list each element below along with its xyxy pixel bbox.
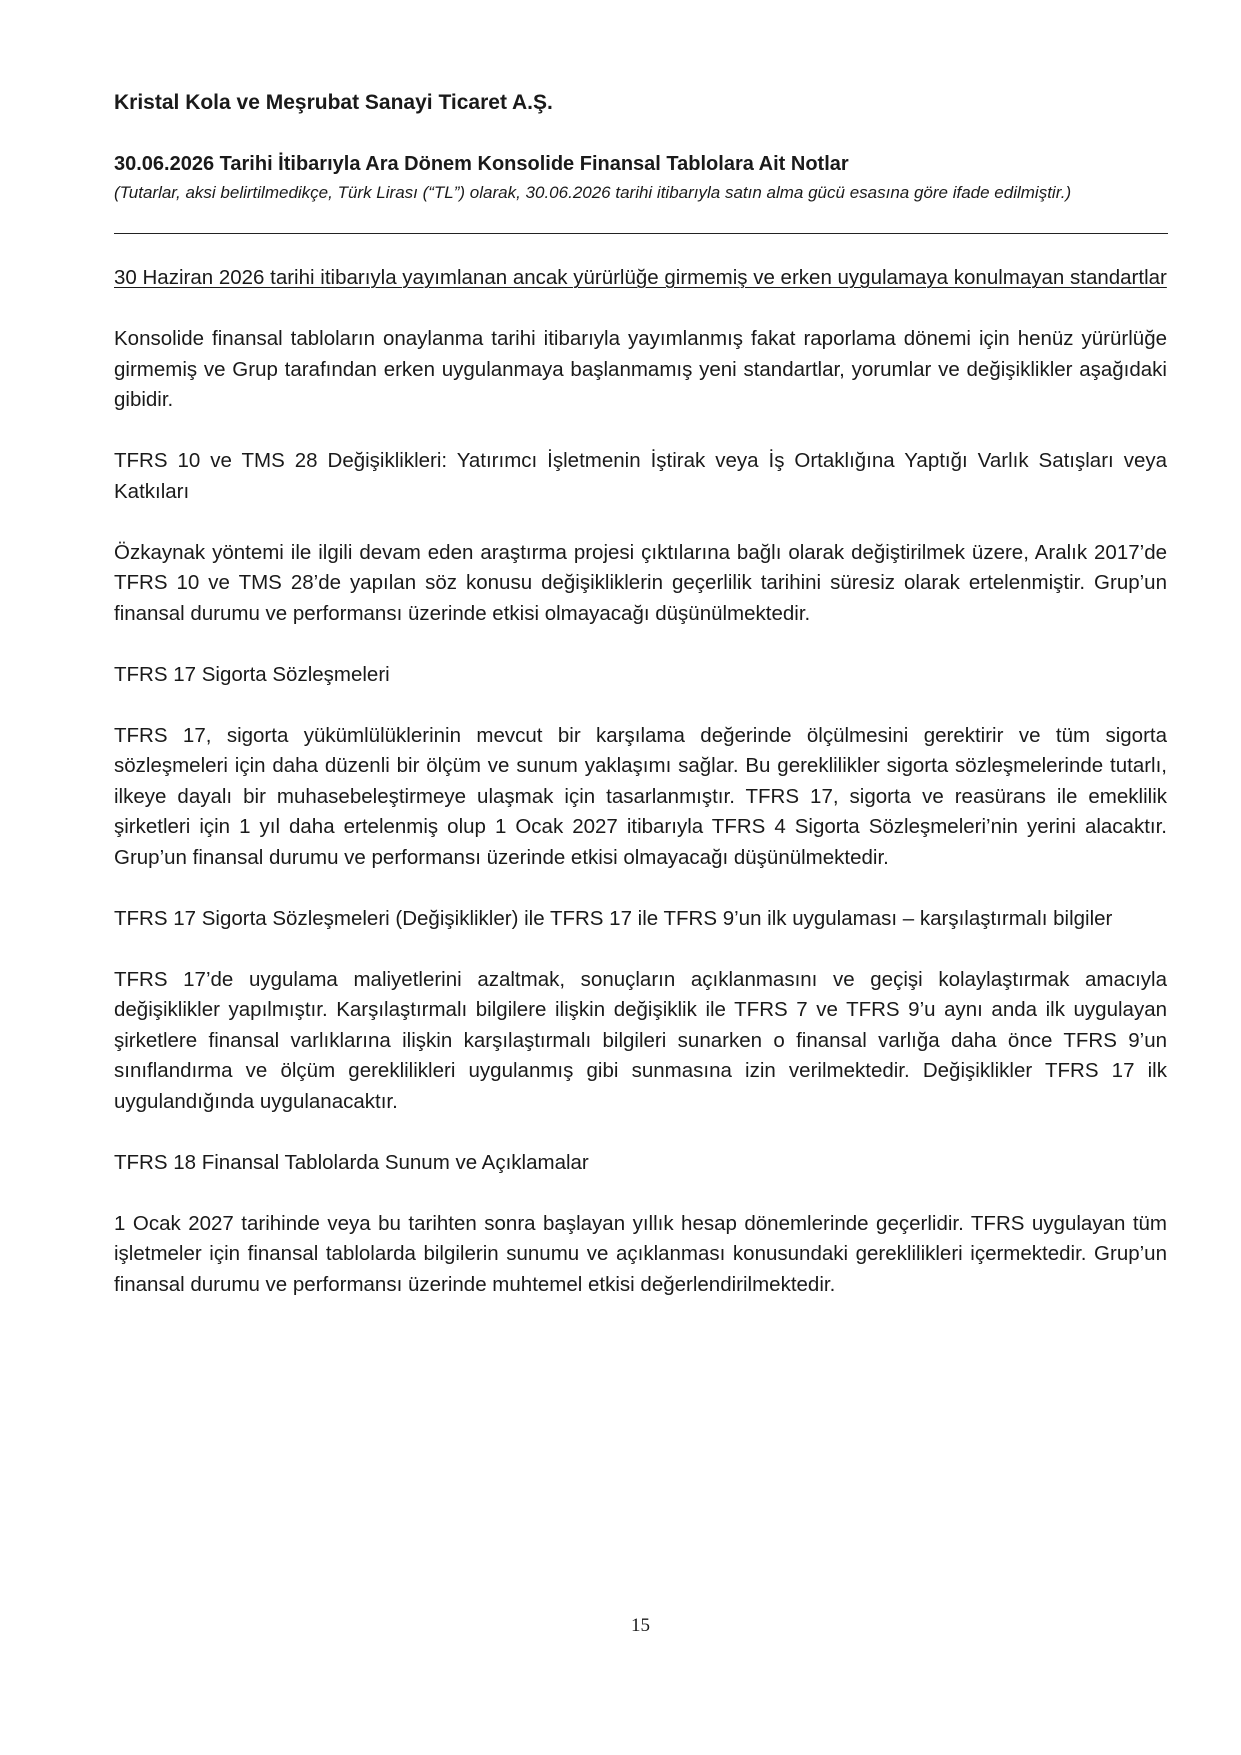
standard-title: TFRS 18 Finansal Tablolarda Sunum ve Açıklamalar [114,1150,589,1174]
standard-body: TFRS 17’de uygulama maliyetlerini azaltmak, sonuçların açıklanmasını ve geçişi kolaylaştırmak amacıyla değişiklikler yapılmıştır. Karşılaştırmalı bilgilere ilişkin değişiklik ile TFRS 7 ve TFRS 9’u aynı anda ilk uygulayan şirketlere finansal varlıklarına ilişkin karşılaştırmalı bilgileri sunarken o finansal varlığa daha önce TFRS 9’un sınıflandırma ve ölçüm gereklilikleri uygulanmış gibi sunmasına izin verilmektedir. Değişiklikler TFRS 17 ilk uygulandığında uygulanacaktır. [114,967,1167,1113]
document-title: 30.06.2026 Tarihi İtibarıyla Ara Dönem Konsolide Finansal Tablolara Ait Notlar [114,153,849,175]
standard-body: 1 Ocak 2027 tarihinde veya bu tarihten sonra başlayan yıllık hesap dönemlerinde geçerlidir. TFRS uygulayan tüm işletmeler için finansal tablolarda bilgilerin sunumu ve açıklanması konusundaki gereklilikleri içermektedir. Grup’un finansal durumu ve performansı üzerinde muhtemel etkisi değerlendirilmektedir. [114,1211,1167,1296]
standard-body: Özkaynak yöntemi ile ilgili devam eden araştırma projesi çıktılarına bağlı olarak değiştirilmek üzere, Aralık 2017’de TFRS 10 ve TMS 28’de yapılan söz konusu değişikliklerin geçerlilik tarihini süresiz olarak ertelenmiştir. Grup’un finansal durumu ve performansı üzerinde etkisi olmayacağı düşünülmektedir. [114,540,1167,625]
document-page [114,0,1167,1755]
standard-body: TFRS 17, sigorta yükümlülüklerinin mevcut bir karşılama değerinde ölçülmesini gerektirir ve tüm sigorta sözleşmeleri için daha düzenli bir ölçüm ve sunum yaklaşımı sağlar. Bu gereklilikler sigorta sözleşmelerinde tutarlı, ilkeye dayalı bir muhasebeleştirmeye ulaşmak için tasarlanmıştır. TFRS 17, sigorta ve reasürans ile emeklilik şirketleri için 1 yıl daha ertelenmiş olup 1 Ocak 2027 itibarıyla TFRS 4 Sigorta Sözleşmeleri’nin yerini alacaktır. Grup’un finansal durumu ve performansı üzerinde etkisi olmayacağı düşünülmektedir. [114,723,1167,869]
document-subtitle: (Tutarlar, aksi belirtilmedikçe, Türk Lirası (“TL”) olarak, 30.06.2026 tarihi itibarıyla satın alma gücü esasına göre ifade edilmiştir.) [114,183,1072,202]
page-number: 15 [631,1615,650,1636]
section-intro: Konsolide finansal tabloların onaylanma tarihi itibarıyla yayımlanmış fakat raporlama dönemi için henüz yürürlüğe girmemiş ve Grup tarafından erken uygulanmaya başlanmamış yeni standartlar, yorumlar ve değişiklikler aşağıdaki gibidir. [114,327,1167,411]
section-heading: 30 Haziran 2026 tarihi itibarıyla yayımlanan ancak yürürlüğe girmemiş ve erken uygulamaya konulmayan standartlar [114,266,1167,289]
company-name: Kristal Kola ve Meşrubat Sanayi Ticaret A.Ş. [114,91,553,114]
header-divider [114,233,1168,234]
document-body [114,263,1167,1331]
standard-title: TFRS 17 Sigorta Sözleşmeleri [114,662,390,686]
standard-title: TFRS 10 ve TMS 28 Değişiklikleri: Yatırımcı İşletmenin İştirak veya İş Ortaklığına Yaptığı Varlık Satışları veya Katkıları [114,449,1167,503]
standard-title: TFRS 17 Sigorta Sözleşmeleri (Değişiklikler) ile TFRS 17 ile TFRS 9’un ilk uygulaması – karşılaştırmalı bilgiler [114,906,1113,930]
